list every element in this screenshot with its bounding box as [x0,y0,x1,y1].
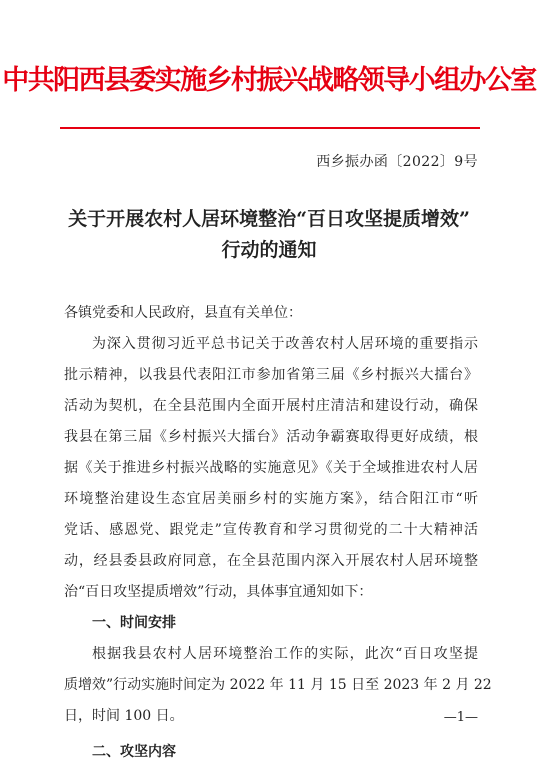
red-divider-line [60,127,480,129]
document-body [64,298,492,768]
paragraph-line: 日，时间 100 日。 [64,708,184,724]
paragraph-line: 为深入贯彻习近平总书记关于改善农村人居环境的重要指示 [92,336,478,352]
section-heading-content: 二、攻坚内容 [92,744,176,760]
paragraph-line: 治“百日攻坚提质增效”行动，具体事宜通知如下： [64,584,373,600]
document-title [40,204,498,266]
title-line-2: 行动的通知 [221,239,317,261]
paragraph-line: 质增效”行动实施时间定为 2022 年 11 月 15 日至 2023 年 2 月 22 [64,677,492,693]
paragraph-line: 活动为契机，在全县范围内全面开展村庄清洁和建设行动，确保 [64,398,478,414]
paragraph-line: 我县在第三届《乡村振兴大擂台》活动争霸赛取得更好成绩，根 [64,429,478,445]
page-number: —1— [443,710,478,725]
paragraph-line: 环境整治建设生态宜居美丽乡村的实施方案》，结合阳江市“听 [64,491,478,507]
intro-paragraph [64,329,478,608]
paragraph-line: 据《关于推进乡村振兴战略的实施意见》《关于全域推进农村人居 [64,460,478,476]
issuing-office-header: 中共阳西县委实施乡村振兴战略领导小组办公室 [2,65,536,96]
document-number: 西乡振办函〔2022〕9号 [316,154,478,170]
section-heading-schedule: 一、时间安排 [92,615,176,631]
salutation: 各镇党委和人民政府，县直有关单位： [64,305,302,321]
paragraph-line: 动，经县委县政府同意，在全县范围内深入开展农村人居环境整 [64,553,478,569]
paragraph-line: 根据我县农村人居环境整治工作的实际，此次“百日攻坚提 [92,646,478,662]
paragraph-line: 批示精神，以我县代表阳江市参加省第三届《乡村振兴大擂台》 [64,367,478,383]
paragraph-line: 党话、感恩党、跟党走”宣传教育和学习贯彻党的二十大精神活 [64,522,478,538]
schedule-paragraph [64,639,492,732]
title-line-1: 关于开展农村人居环境整治“百日攻坚提质增效” [68,208,470,230]
